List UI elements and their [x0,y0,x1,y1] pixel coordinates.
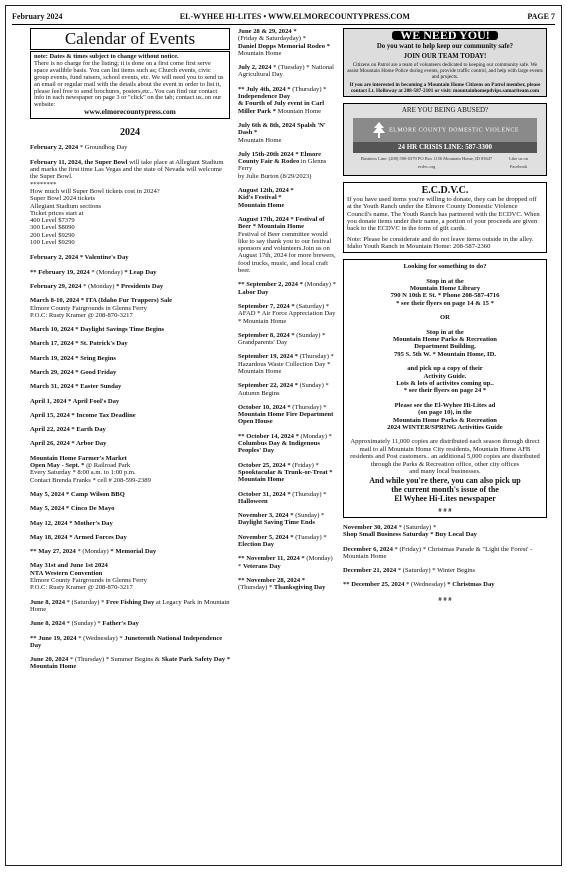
event-earthday: April 22, 2024 * Earth Day [30,426,106,434]
column-right [343,28,547,603]
superbowl-question: How much will Super Bowl tickets cost in 2024? [30,187,160,195]
column-middle [238,28,336,599]
parks-line: Department Building, [414,343,476,351]
event-camp-wilson: May 5, 2024 * Camp Wilson BBQ [30,490,125,498]
event-presidents: February 29, 2024 * (Monday) * Presidents Day [30,282,164,290]
library-line: Mountain Home Library [409,284,481,292]
column-left [30,28,230,678]
ad-title: WE NEED YOU! [392,31,498,40]
superbowl-line: 200 Level $9290 [30,231,75,239]
distribution-line: Approximately 11,000 copies are distributed each season through direct mail to all Mountain Home City residents, Mountain Home AFB [350,438,540,453]
event-labor-day: ** September 2, 2024 * (Monday) * Labor Day [238,281,336,296]
superbowl-line: Super Bowl 2024 tickets [30,195,96,203]
note-body: There is no charge for the listing; it is done on a first come first serve space availible basis. You can list items such as; Church events, civic group events, fund raisers, school events, etc. We will need you to send us an email or regular mail with the details about the event in order to list it, please feel free to send brochures, posters,etc.. You can find our contact info in each newspaper on page 3 or "click" on the tab; contact us..on our website: [34,59,224,109]
event-easter: March 31, 2024 * Easter Sunday [30,383,122,391]
event-halloween: October 31, 2024 * (Thursday) * Halloween [238,490,327,505]
ad-contact: If you are interested in becoming a Mountain Home Citizens on Patrol member, please contact Lt. Holloway at 208-587-2101 or visit: mountainhomepdvips.samariteam.com [349,81,541,94]
event-goodfriday: March 29, 2024 * Good Friday [30,368,117,376]
dv-facebook[interactable]: Like us on Facebook [509,156,529,169]
event-juneteenth: ** June 19, 2024 * (Wednesday) * Juneteenth National Independence Day [30,634,223,649]
looking-question: Looking for something to do? [403,263,487,271]
event-taxday: April 15, 2024 * Income Tax Deadline [30,411,136,419]
domestic-violence-ad [343,103,547,176]
event-christmas: ** December 25, 2024 * (Wednesday) * Christmas Day [343,581,495,589]
event-spooktacular: October 25, 2024 * (Friday) * Spooktacular & Trunk-or-Treat * Mountain Home [238,461,333,484]
event-hazardous: September 19, 2024 * (Thursday) * Hazardous Waste Collection Day * Mountain Home [238,353,334,375]
note-heading: note: Dates & times subject to change without notice. [34,53,179,60]
event-summer: June 20, 2024 * (Thursday) * Summer Begins & Skate Park Safety Day * Mountain Home [30,656,231,671]
pickup-line: El Wyhee Hi-Lites newspaper [394,493,496,503]
event-dst: March 10, 2024 * Daylight Savings Time Begins [30,326,165,334]
website-link[interactable]: www.elmorecountypress.com [84,107,176,117]
superbowl-line: 100 Level $9290 [30,239,75,247]
event-columbus: ** October 14, 2024 * (Monday) * Columbus Day & Indigenous Peoples' Day [238,432,332,455]
library-line: * see their flyers on page 14 & 15 * [396,299,494,307]
distribution-line: and many local businesses. [409,468,481,476]
section-end-mark: # # # [438,595,452,603]
pickup-line: the current month's issue of the [391,484,499,494]
event-spring: March 19, 2024 * Sring Begins [30,354,116,362]
event-fire-dept: October 10, 2024 * (Thursday) * Mountain Home Fire Department Open House [238,403,334,426]
superbowl-line: Allegiant Stadium sections [30,202,102,210]
event-beer-festival: August 17th, 2024 * Festival of Beer * Mountain Home Festival of Beer committee would like to say thank you to our festival sponsors and volunteers.Join us on August 17th, 2024 for more brewers, food trucks, music, and local craft beer. [238,215,336,275]
event-agriculture: July 2, 2024 * (Tuesday) * National Agricultural Day [238,64,334,79]
parks-line: 795 S. 5th W. * Mountain Home, ID. [393,350,497,358]
event-arborday: April 26, 2024 * Arbor Day [30,440,107,448]
ad-text: Citizens on Patrol are a team of volunteers dedicated to keeping our community safe. We assist Mountain Home Police during events, provide traffic control, and help with large events and projects. [347,61,543,80]
hilites-line: Mountain Home Parks & Recreation [393,416,497,424]
event-farmers-market: Mountain Home Farmer's Market Open May - Sept. * @ Railroad Park Every Saturday * 8:00 a.m. to 1:00 p.m. Contact Brenda Franks * cell # 208-599-2389 [30,454,151,484]
event-small-business: November 30, 2024 * (Saturday) * Shop Small Business Saturday * Buy Local Day [343,523,477,539]
dv-org: ELMORE COUNTY DOMESTIC VIOLENCE [353,118,537,142]
superbowl-line: Ticket prices start at [30,209,84,217]
or-separator: OR [440,314,450,322]
distribution-line: residents and Post customers.. an additional 5,000 copies are distributed through the Parks & Recreation office, other city offices [350,453,540,468]
things-to-do-box [343,259,547,518]
event-valentines: February 2, 2024 * Valentine's Day [30,254,129,262]
event-stpatricks: March 17, 2024 * St. Patrick's Day [30,340,128,348]
event-winter: December 21, 2024 * (Saturday) * Winter Begins [343,567,476,575]
guide-line: Lots & lots of activites coming up.. [396,380,494,388]
library-line: 790 N 10th E St. * Phone 208-587-4716 [390,292,500,300]
event-fathers: June 8, 2024 * (Sunday) * Father's Day [30,620,139,628]
hilites-line: 2024 WINTER/SPRING Activities Guide [387,424,503,432]
event-armed-forces: May 18, 2024 * Armed Forces Day [30,533,127,541]
citizens-patrol-ad [343,28,547,97]
hilites-line: Please see the El-Wyhee Hi-Lites ad [394,401,496,409]
header-page: PAGE 7 [527,11,555,21]
ecdvc-notice [343,182,547,253]
event-election: November 5, 2024 * (Tuesday) * Election Day [238,533,327,549]
calendar-title: Calendar of Events [30,28,230,50]
page-header [12,10,555,25]
event-thanksgiving: ** November 28, 2024 * (Thursday) * Thanksgiving Day [238,576,326,592]
dv-question: ARE YOU BEING ABUSED? [401,105,489,114]
event-christmas-parade: December 6, 2024 * (Friday) * Christmas Parade & "Light the Forest' - Mountain Home [343,545,533,560]
event-afad: September 7, 2024 * (Saturday) * AFAD * Air Force Appreciation Day * Mountain Home [238,302,336,325]
superbowl-stars: ******** [30,180,57,188]
library-line: Stop in at the [426,277,464,285]
ecdvc-title: E.C.D.V.C. [421,185,469,197]
ad-subtitle: JOIN OUR TEAM TODAY! [403,52,487,60]
pickup-line: And while you're there, you can also pick up [369,475,521,485]
header-title: EL-WYHEE HI-LITES • WWW.ELMORECOUNTYPRESS.COM [179,11,410,21]
event-grandparents: September 8, 2024 * (Sunday) * Grandparents' Day [238,331,326,347]
event-july4: ** July 4th, 2024 * (Thursday) * Independence Day & Fourth of July event in Carl Miller Park * Mountain Home [238,85,327,115]
event-aprilfools: April 1, 2024 * April Fool's Day [30,397,120,405]
event-rodeo: June 28 & 29, 2024 * (Friday & Saturdayday) * Daniel Dopps Memorial Rodeo * Mountain Home [238,28,330,57]
ad-subtitle: Do you want to help keep our community safe? [376,43,514,51]
dv-address: Business Line: (208) 590-0379 PO Box 1156 Mountain Home, ID 83647 ecdvc.org [360,156,493,169]
ecdvc-contact: Idaho Youth Ranch in Mountain Home: 208-587-2360 [347,242,491,250]
event-ita-sale: March 8-10, 2024 * ITA (Idaho Fur Trappers) Sale Elmore County Fairgrounds in Glenns Ferry P.O.C: Rusty Kramer @ 208-870-3217 [30,297,173,319]
event-county-fair: July 15th-20th 2024 * Elmore County Fair & Rodeo in Glenns Ferry by Julie Burton (8/29/2023) [238,150,327,180]
superbowl-line: 300 Level $8090 [30,224,75,232]
event-memorial: ** May 27, 2024 * (Monday) * Memorial Day [30,548,157,556]
event-fishing: June 8, 2024 * (Saturday) * Free Fishing Day at Legacy Park in Mountain Home [30,598,230,613]
event-groundhog: February 2, 2024 * Groundhog Day [30,144,128,152]
year-heading: 2024 [120,127,140,139]
dv-crisis-line: 24 HR CRISIS LINE: 587-3300 [353,142,537,153]
event-veterans: ** November 11, 2024 * (Monday) * Veterans Day [238,555,333,570]
event-autumn: September 22, 2024 * (Sunday) * Autumn Begins [238,382,329,397]
tree-icon [371,121,387,139]
event-nta: May 31st and June 1st 2024 NTA Western Convention Elmore County Fairgrounds in Glenns Ferry P.O.C: Rusty Kramer @ 208-870-3217 [30,562,147,592]
section-end-mark: # # # [438,506,452,514]
ecdvc-note: Note: Please be considerate and do not leave items outside in the alley. [347,235,534,243]
event-kids-festival: August 12th, 2024 * Kid's Festival * Mountain Home [238,187,294,209]
superbowl-line: 400 Level $7379 [30,217,75,225]
calendar-notes [30,51,230,119]
parks-line: Stop in at the [426,328,464,336]
guide-line: and pick up a copy of their [407,365,483,373]
event-splash: July 6th & 8th, 2024 Spalsh 'N' Dash * Mountain Home [238,121,326,144]
event-cinco: May 5, 2024 * Cinco De Mayo [30,505,115,513]
guide-line: * see their flyers on page 24 * [403,387,487,395]
parks-line: Mountain Home Parks & Recreation [393,336,497,343]
hilites-line: (on page 10), in the [418,409,472,417]
header-date: February 2024 [12,11,63,21]
event-dst-ends: November 3, 2024 * (Sunday) * Daylight Saving Time Ends [238,512,325,527]
guide-line: Activity Guide. [423,372,467,380]
newspaper-page [5,5,562,866]
event-leapday: ** February 19, 2024 * (Monday) * Leap Day [30,268,157,276]
event-superbowl: February 11, 2024, the Super Bowl will take place at Allegiant Stadium and marks the first time Las Vegas and the state of Nevada will welcome the Super Bowl. [30,158,224,181]
event-mothers-day: May 12, 2024 * Mother's Day [30,519,113,527]
ecdvc-body: If you have used items you're willing to donate, they can be dropped off at the Youth Ranch under the Elmore County Domestic Violence Council's name. The Youth Ranch has partnered with the ECDVC. When you donate items under their name, a portion of your proceeds are given back to the ECDVC in the form of gift cards. [347,196,540,233]
